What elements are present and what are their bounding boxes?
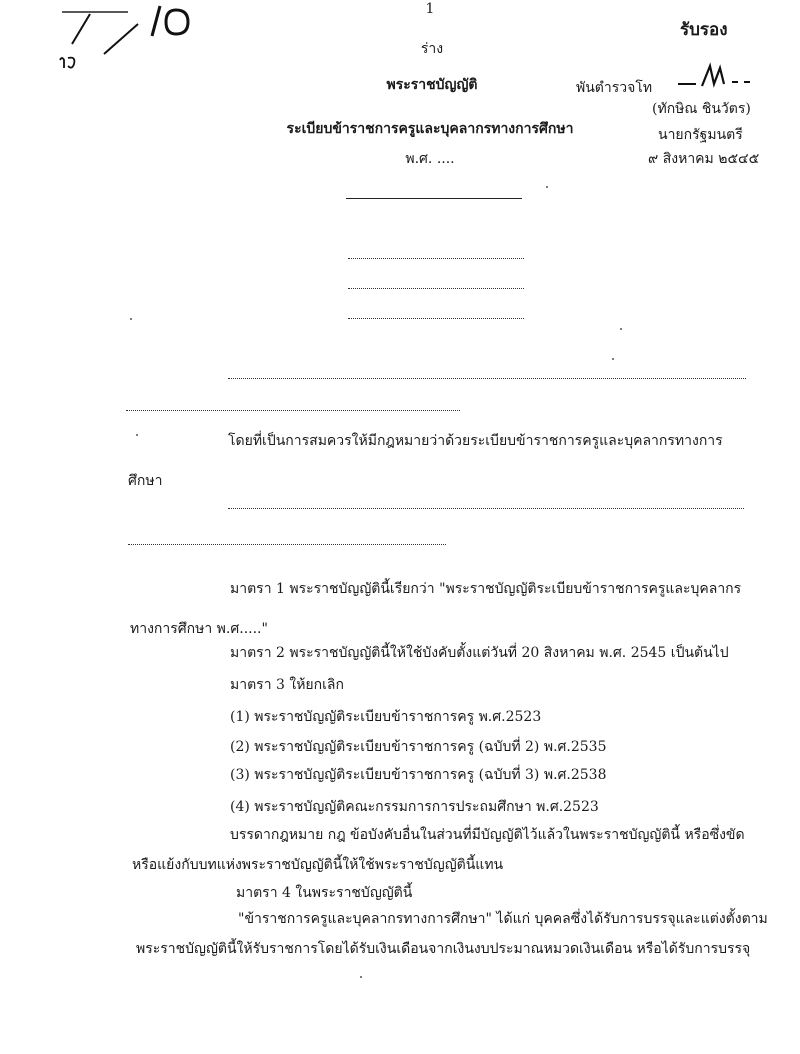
section-2: มาตรา 2 พระราชบัญญัตินี้ให้ใช้บังคับตั้งแต่วันที่ 20 สิงหาคม พ.ศ. 2545 เป็นต้นไป: [230, 645, 729, 661]
dotted-line: [126, 410, 460, 411]
section-3-tail-line-2: หรือแย้งกับบทแห่งพระราชบัญญัตินี้ให้ใช้พระราชบัญญัตินี้แทน: [132, 857, 504, 873]
act-heading: พระราชบัญญัติ: [386, 77, 478, 93]
section-3-item: (4) พระราชบัญญัติคณะกรรมการการประถมศึกษา พ.ศ.2523: [230, 799, 599, 815]
preamble-line-1: โดยที่เป็นการสมควรให้มีกฎหมายว่าด้วยระเบียบข้าราชการครูและบุคลากรทางการ: [228, 433, 723, 449]
scan-speck: [612, 358, 614, 360]
scan-speck: [136, 434, 138, 436]
dotted-line: [128, 544, 446, 545]
act-title: ระเบียบข้าราชการครูและบุคลากรทางการศึกษา: [286, 121, 574, 137]
draft-label: ร่าง: [420, 41, 444, 57]
section-1-line-1: มาตรา 1 พระราชบัญญัตินี้เรียกว่า "พระราชบัญญัติระเบียบข้าราชการครูและบุคลากร: [230, 581, 742, 597]
dotted-line: [228, 378, 746, 379]
section-3-item: (2) พระราชบัญญัติระเบียบข้าราชการครู (ฉบับที่ 2) พ.ศ.2535: [230, 739, 607, 755]
dotted-line: [228, 508, 744, 509]
stamp-name: (ทักษิณ ชินวัตร): [652, 101, 751, 117]
dotted-line: [348, 288, 524, 289]
scan-speck: [130, 318, 132, 320]
stamp-date: ๙ สิงหาคม ๒๕๔๕: [648, 151, 760, 167]
section-3: มาตรา 3 ให้ยกเลิก: [230, 677, 344, 693]
page-number: 1: [425, 1, 435, 17]
act-year: พ.ศ. ....: [405, 151, 455, 167]
section-3-item: (3) พระราชบัญญัติระเบียบข้าราชการครู (ฉบับที่ 3) พ.ศ.2538: [230, 767, 607, 783]
rank-prefix: พันตำรวจโท: [576, 80, 653, 96]
section-4-definition-line-1: "ข้าราชการครูและบุคลากรทางการศึกษา" ได้แก่ บุคคลซึ่งได้รับการบรรจุและแต่งตั้งตาม: [238, 911, 768, 927]
section-3-item: (1) พระราชบัญญัติระเบียบข้าราชการครู พ.ศ.2523: [230, 709, 542, 725]
scan-speck: [360, 976, 362, 978]
section-1-line-2: ทางการศึกษา พ.ศ.....": [130, 621, 268, 637]
section-4-definition-line-2: พระราชบัญญัตินี้ให้รับราชการโดยได้รับเงินเดือนจากเงินงบประมาณหมวดเงินเดือน หรือได้รับการบรรจุ: [136, 941, 751, 957]
stamp-position: นายกรัฐมนตรี: [658, 127, 743, 143]
approved-stamp: รับรอง: [680, 20, 728, 40]
signature: [674, 62, 754, 92]
preamble-line-2: ศึกษา: [128, 473, 163, 489]
dotted-line: [348, 258, 524, 259]
section-3-tail-line-1: บรรดากฎหมาย กฎ ข้อบังคับอื่นในส่วนที่มีบัญญัติไว้แล้วในพระราชบัญญัตินี้ หรือซึ่งขัด: [230, 827, 745, 843]
scan-speck: [546, 186, 548, 188]
title-underline: [346, 198, 522, 199]
section-4: มาตรา 4 ในพระราชบัญญัตินี้: [236, 885, 413, 901]
dotted-line: [348, 318, 524, 319]
scan-speck: [620, 328, 622, 330]
